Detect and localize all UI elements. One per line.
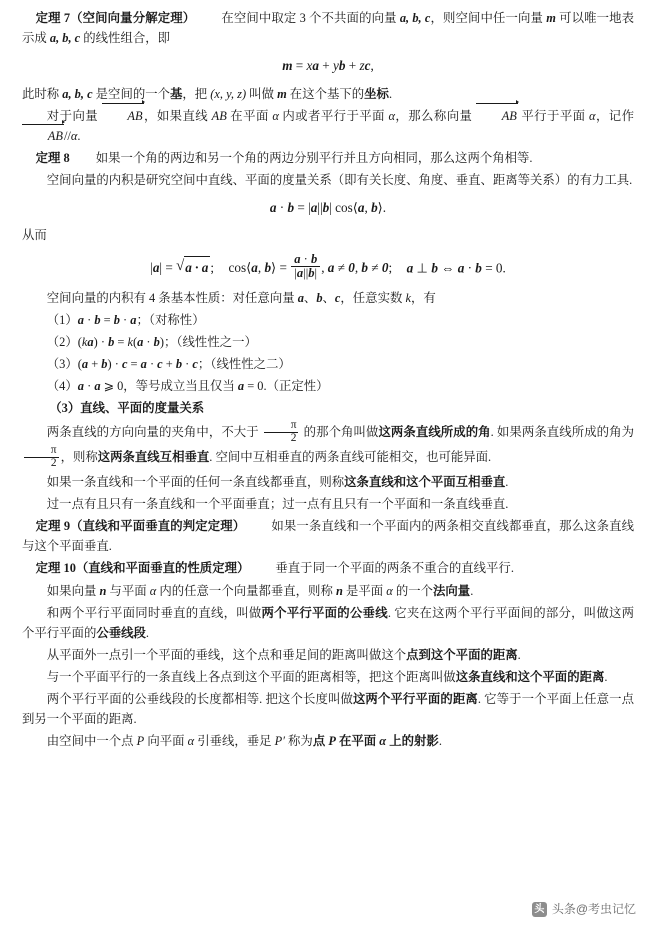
vector-a: a [297,290,304,305]
plane-alpha-3: α [589,108,596,123]
proj-text-1: 由空间中一个点 [46,734,137,749]
angle-text-2: 的那个角叫做 [300,425,379,439]
fraction-pi-over-2-a: $\frac{\pi}{2}$ [264,420,299,445]
plane-alpha-4: α [70,128,78,143]
lpd-text-2: . [604,669,608,684]
ab-text-4: 内或者平行于平面 [278,108,389,123]
ab-text-3: 在平面 [226,108,273,123]
theorem-8-paragraph [22,148,634,168]
plane-alpha-7: α [187,734,195,749]
theorem-7-text-2: ，则空间中任一向量 [430,11,547,25]
lpd-text-1: 与一个平面平行的一条直线上各点到这个平面的距离相等，把这个距离叫做 [46,669,456,684]
thus-paragraph: 从而 [22,228,47,243]
angle-keyword-1: 这两条直线所成的角 [378,425,491,439]
point-plane-distance-paragraph [22,645,634,665]
ppd-text-2: . [517,647,521,662]
ab-text-5: ，那么称向量 [394,108,476,123]
basis-text-6: . [388,86,393,101]
formula-norm-and-cos: |a| = √ a · a ; cos⟨a, b⟩ = $\frac{a \cdot b}{|a||b|}$ , a ≠ 0, b ≠ 0; a ⊥ b ⇔ a · b = 0. [150,251,506,281]
vector-ab-3: AB [22,126,64,146]
lpd-keyword: 这条直线和这个平面的距离 [455,669,605,684]
uniqueness-paragraph: 过一点有且只有一条直线和一个平面垂直；过一点有且只有一个平面和一条直线垂直. [46,497,509,512]
ppld-text-2: . 它等于一个平面上任意一点到另一个平面的距离. [22,691,634,727]
property-item-4: （4）a · a ⩾ 0，等号成立当且仅当 a = 0.（正定性） [46,378,329,393]
line-plane-distance-paragraph [22,667,634,687]
common-perpendicular-paragraph [22,603,634,643]
props-text-3: 、 [322,290,335,305]
section-heading-text: （3）直线、平面的度量关系 [49,401,205,416]
basis-paragraph [22,84,634,104]
basis-coordinate-triple: (x, y, z) [210,86,247,101]
plane-alpha-2: α [388,108,395,123]
lpp-keyword: 这条直线和这个平面互相垂直 [344,475,506,490]
ppd-text-1: 从平面外一点引一个平面的垂线，这个点和垂足间的距离叫做这个 [46,647,407,662]
vector-b: b [316,290,323,305]
proj-text-4: 称为 [284,734,313,749]
theorem-7-text-3: 可以唯一地表示成 [22,11,634,46]
cp-text-1: 和两个平行平面同时垂直的直线，叫做 [46,605,262,620]
normal-vector-paragraph [22,581,634,601]
theorem-7-text-1: 在空间中取定 3 个不共面的向量 [221,11,400,25]
angle-text-5: . 空间中互相垂直的两条直线可能相交，也可能异面. [209,449,492,464]
ppd-keyword: 点到这个平面的距离 [406,647,518,662]
point-p: P [136,734,145,749]
inner-product-intro-paragraph: 空间向量的内积是研究空间中直线、平面的度量关系（即有关长度、角度、垂直、距离等关系）的有力工具. [46,172,633,187]
props-text-1: 空间向量的内积有 4 条基本性质：对任意向量 [46,290,298,305]
basis-text-4: 叫做 [246,86,278,101]
point-p-prime: P′ [274,734,285,749]
coordinate-keyword: 坐标 [364,86,389,101]
basis-text-1: 此时称 [22,86,63,101]
projection-keyword: 点 P 在平面 α 上的射影 [312,734,439,749]
line-plane-perpendicular-paragraph [22,472,634,492]
vector-n-1: n [99,583,107,598]
ppld-text-1: 两个平行平面的公垂线段的长度都相等. 把这个长度叫做 [46,691,353,706]
watermark-logo-icon: 头 [532,902,547,917]
theorem-10-paragraph [22,558,634,578]
cp-text-3: . [145,625,150,640]
cp-keyword-1: 两个平行平面的公垂线 [261,605,388,620]
angle-text-1: 两条直线的方向向量的夹角中，不大于 [46,425,262,439]
property-item-3: （3）(a + b) · c = a · c + b · c；（线性性之二） [46,356,291,371]
props-text-2: 、 [303,290,317,305]
watermark [532,900,636,919]
property-item-2: （2）(ka) · b = k(a · b)；（线性性之一） [46,334,257,349]
theorem-10-label: 定理 10（直线和平面垂直的性质定理） [35,561,250,576]
projection-paragraph [22,731,634,751]
theorem-9-label: 定理 9（直线和平面垂直的判定定理） [35,519,246,534]
vector-ab-paragraph [22,106,634,146]
angle-text-4: ，则称 [60,449,98,464]
angle-keyword-2: 这两条直线互相垂直 [97,449,210,464]
scalar-k: k [405,290,411,305]
basis-text-5: 在这个基下的 [286,86,365,101]
basis-text-2: 是空间的一个 [92,86,171,101]
theorem-7-label: 定理 7（空间向量分解定理） [35,11,196,25]
cp-keyword-2: 公垂线段 [96,625,146,640]
basis-vector-m: m [277,86,287,101]
proj-text-5: . [438,734,442,749]
props-text-5: ，有 [410,290,436,305]
theorem-7-text-4: 的线性组合，即 [80,31,171,46]
theorem-7-vectors-2: a, b, c [49,31,81,46]
proj-text-3: 引垂线，垂足 [194,734,275,749]
ab-text-7: ，记作 [595,108,634,123]
plane-alpha-5: α [149,583,157,598]
cp-text-2: . 它夹在这两个平行平面间的部分，叫做这两个平行平面的 [22,605,635,640]
theorem-8-label: 定理 8 [35,150,70,165]
theorem-9-text: 如果一条直线和一个平面内的两条相交直线都垂直，那么这条直线与这个平面垂直. [22,519,634,554]
ab-text-2: ，如果直线 [143,108,212,123]
formula-inner-product: a · b = |a||b| cos⟨a, b⟩. [269,200,387,216]
proj-text-2: 向平面 [144,734,188,749]
theorem-9-paragraph [22,516,634,556]
four-properties-intro [22,288,634,308]
normal-vector-keyword: 法向量 [433,583,471,598]
angle-text-3: . 如果两条直线所成的角为 [490,425,634,439]
formula-decomposition: m = xa + yb + zc, [282,58,374,74]
basis-keyword: 基 [170,86,183,101]
ppld-keyword: 这两个平行平面的距离 [352,691,478,706]
nv-text-6: . [470,583,474,598]
nv-text-3: 内的任意一个向量都垂直，则称 [156,583,336,598]
lpp-text-2: . [505,475,509,490]
theorem-10-text: 垂直于同一个平面的两条不重合的直线平行. [275,561,514,576]
nv-text-2: 与平面 [106,583,150,598]
watermark-text: 头条@考虫记忆 [551,901,636,916]
vector-ab-2: AB [476,106,518,126]
ab-text-9: . [77,128,81,143]
theorem-7-paragraph [22,8,634,48]
property-item-1: （1）a · b = b · a；（对称性） [46,312,205,327]
lpp-text-1: 如果一条直线和一个平面的任何一条直线都垂直，则称 [46,475,345,490]
theorem-7-vectors-1: a, b, c [399,11,431,25]
section-heading-metric-relations [22,398,634,418]
plane-plane-distance-paragraph [22,689,634,729]
ab-text-1: 对于向量 [46,108,102,123]
plane-alpha-6: α [386,583,393,598]
basis-vectors: a, b, c [62,86,93,101]
ab-text-8: // [63,128,71,143]
basis-text-3: ，把 [182,86,211,101]
nv-text-1: 如果向量 [46,583,100,598]
line-ab-1: AB [211,108,227,123]
ab-text-6: 平行于平面 [517,108,589,123]
plane-alpha-1: α [272,108,279,123]
vector-c: c [334,290,341,305]
vector-ab-1: AB [102,106,144,126]
vector-n-2: n [335,583,343,598]
nv-text-4: 是平面 [342,583,387,598]
fraction-pi-over-2-b: $\frac{\pi}{2}$ [24,445,59,470]
theorem-8-text: 如果一个角的两边和另一个角的两边分别平行并且方向相同，那么这两个角相等. [95,150,533,165]
props-text-4: ，任意实数 [340,290,406,305]
nv-text-5: 的一个 [392,583,434,598]
theorem-7-vector-m: m [546,11,556,25]
angle-between-lines-paragraph [22,420,634,470]
